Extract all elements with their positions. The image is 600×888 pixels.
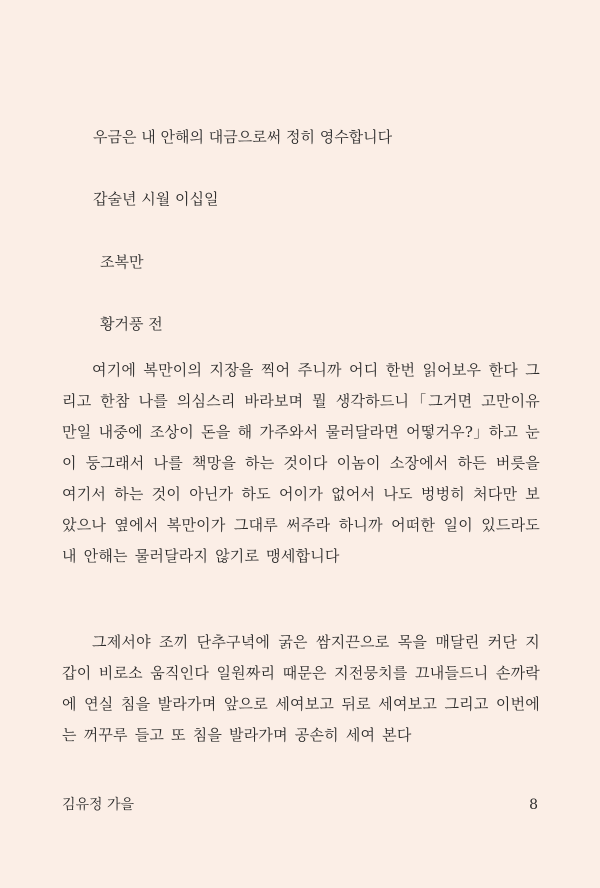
body-paragraph: 여기에 복만이의 지장을 찍어 주니까 어디 한번 읽어보우 한다 그리고 한참 나를 의심스리 바라보며 뭘 생각하드니「그거면 고만이유 만일 내중에 조상이 돈을 해 가주와서 물러달라면 어떻거우?」하고 눈이 둥그래서 나를 책망을 하는 것이다 이놈이 소장에서 하든 버릇을 여기서 하는 것이 아닌가 하도 어이가 없어서 나도 벙벙히 처다만 보았으나 옆에서 복만이가 그대루 써주라 하니까 어떠한 일이 있드라도 내 안해는 물러달라지 않기로 맹세합니다 (62, 361, 540, 565)
body-paragraph: 그제서야 조끼 단추구녁에 굵은 쌈지끈으로 목을 매달린 커단 지갑이 비로소 움직인다 일원짜리 때문은 지전뭉치를 끄내들드니 손까락에 연실 침을 발라가며 앞으로 세여보고 뒤로 세여보고 그리고 이번에는 꺼꾸루 들고 또 침을 발라가며 공손히 세여 본다 (62, 633, 540, 744)
recipient-line: 황거풍 전 (100, 315, 163, 333)
receipt-line: 우금은 내 안해의 대금으로써 정히 영수합니다 (93, 128, 393, 146)
page-number: 8 (529, 797, 538, 813)
signer-line: 조복만 (100, 253, 144, 271)
date-line: 갑술년 시월 이십일 (93, 190, 219, 208)
footer-title: 김유정 가을 (62, 797, 135, 813)
